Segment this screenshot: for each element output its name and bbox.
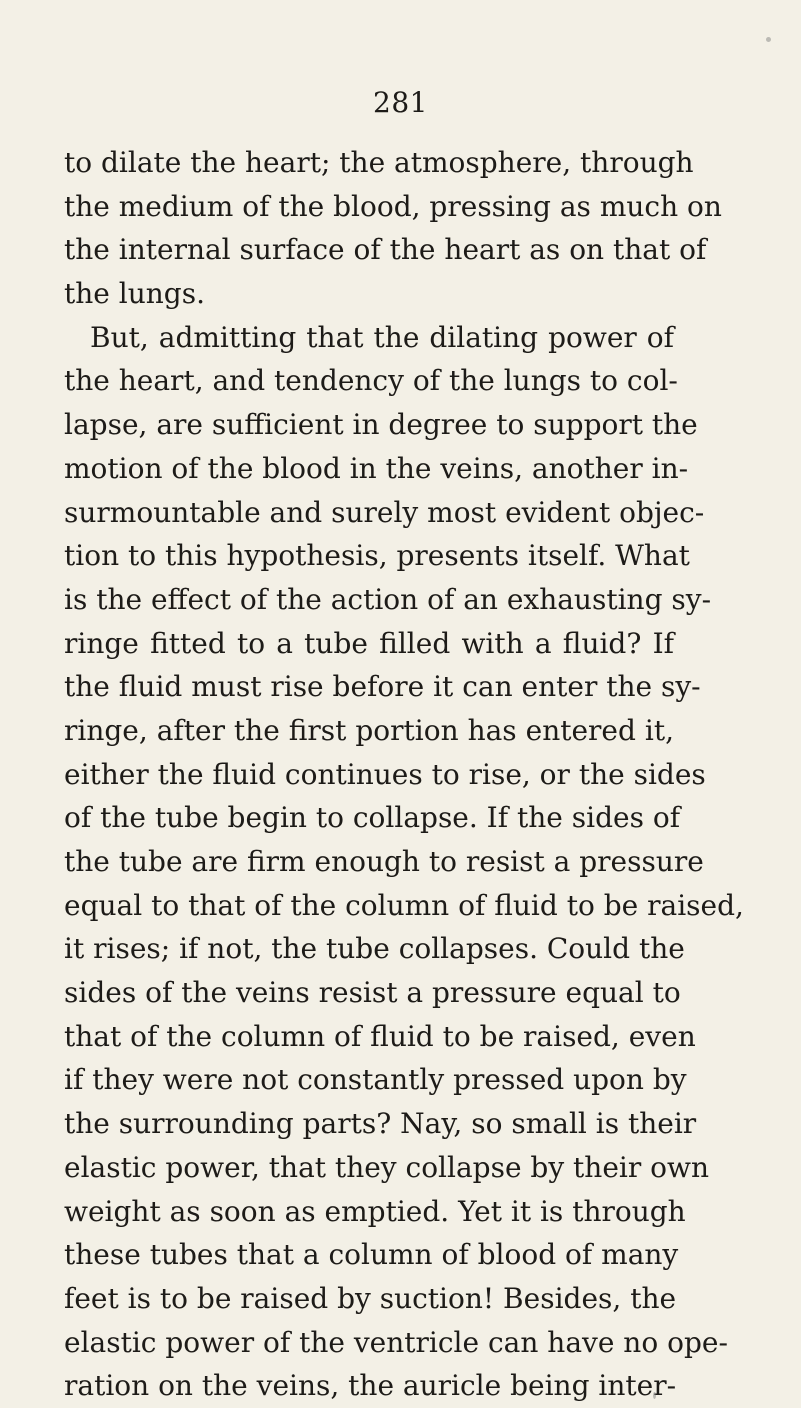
text-line: the medium of the blood, pressing as much on <box>64 189 722 223</box>
text-line: it rises; if not, the tube collapses. Could the <box>64 932 685 966</box>
text-line: ringe, after the first portion has entered it, <box>64 713 674 747</box>
text-line: the surrounding parts? Nay, so small is their <box>64 1107 697 1141</box>
text-line: feet is to be raised by suction! Besides, the <box>64 1281 677 1315</box>
text-line: the lungs. <box>64 277 205 311</box>
text-line: elastic power, that they collapse by their own <box>64 1150 710 1184</box>
text-line: to dilate the heart; the atmosphere, through <box>64 146 694 179</box>
text-line: that of the column of fluid to be raised, even <box>64 1019 696 1053</box>
text-line: if they were not constantly pressed upon by <box>64 1063 687 1097</box>
page-number: 281 <box>373 86 428 119</box>
text-line: motion of the blood in the veins, another in- <box>64 451 689 485</box>
text-line: tion to this hypothesis, presents itself. What <box>64 539 690 573</box>
text-line: the fluid must rise before it can enter the sy- <box>64 670 701 704</box>
text-line: ringe fitted to a tube filled with a fluid? If <box>64 626 674 660</box>
text-line: equal to that of the column of fluid to be raised, <box>64 888 744 922</box>
paragraph-start-line: But, admitting that the dilating power of <box>90 320 674 354</box>
text-line: the heart, and tendency of the lungs to col- <box>64 364 678 398</box>
body-text <box>64 141 744 1408</box>
text-line: surmountable and surely most evident objec- <box>64 495 705 529</box>
text-line: sides of the veins resist a pressure equal to <box>64 976 681 1010</box>
text-line: lapse, are sufficient in degree to support the <box>64 408 698 442</box>
text-line: these tubes that a column of blood of many <box>64 1238 679 1272</box>
text-line: ration on the veins, the auricle being inter- <box>64 1369 677 1403</box>
text-line: is the effect of the action of an exhausting sy- <box>64 582 712 616</box>
paper-speck <box>766 37 771 42</box>
text-line: of the tube begin to collapse. If the sides of <box>64 801 681 835</box>
text-line: the internal surface of the heart as on that of <box>64 233 707 267</box>
text-line: the tube are firm enough to resist a pressure <box>64 845 704 878</box>
text-line: weight as soon as emptied. Yet it is through <box>64 1194 686 1228</box>
paper-speck <box>653 1392 656 1399</box>
text-line: elastic power of the ventricle can have no ope- <box>64 1325 728 1359</box>
text-line: either the fluid continues to rise, or the sides <box>64 757 706 791</box>
